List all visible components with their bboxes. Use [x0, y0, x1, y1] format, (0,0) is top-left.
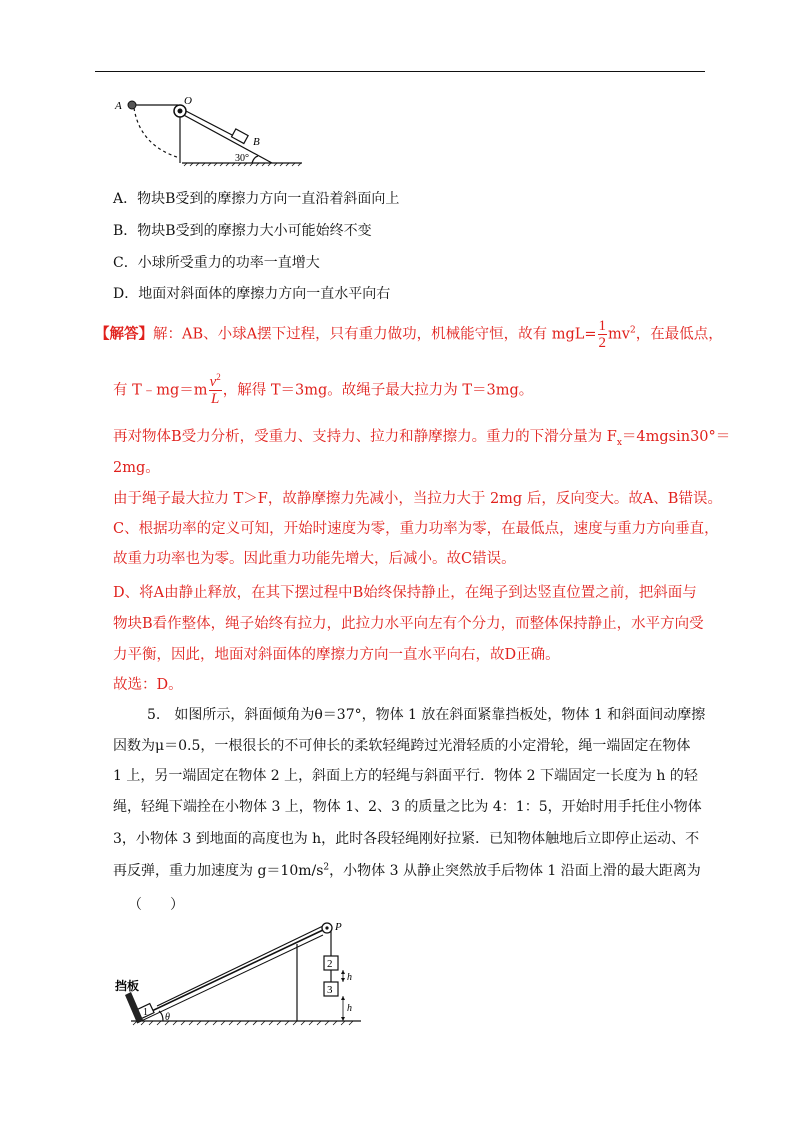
label-o: O: [184, 96, 192, 107]
answer-line-4: 2mg。: [113, 460, 160, 476]
question5-line-6: [113, 861, 701, 881]
label-h-upper: h: [347, 972, 352, 983]
header-rule: [95, 71, 705, 72]
arrowhead-3: [341, 996, 345, 1000]
label-baffle: 挡板: [115, 979, 140, 993]
incline-bottom: [137, 935, 323, 1023]
label-2: 2: [327, 958, 333, 970]
question5-sup: 2: [323, 862, 330, 873]
answer-line-1: [95, 318, 723, 351]
answer-text-2a: 有 T﹣mg＝m: [113, 382, 208, 399]
answer-line-10: 力平衡，因此，地面对斜面体的摩擦力方向一直水平向右，故D正确。: [113, 647, 560, 663]
option-d: D．地面对斜面体的摩擦力方向一直水平向右: [113, 286, 391, 302]
question5-line-1: 5. 如图所示，斜面倾角为θ＝37°，物体 1 放在斜面紧靠挡板处，物体 1 和斜面间动摩擦: [147, 707, 706, 723]
answer-line-7: 故重力功率也为零。因此重力功能先增大，后减小。故C错误。: [113, 551, 516, 567]
answer-line-11: 故选：D。: [113, 677, 183, 693]
question5-line-2: 因数为μ＝0.5，一根很长的不可伸长的柔软轻绳跨过光滑轻质的小定滑轮，绳一端固定在物体: [113, 738, 691, 754]
answer-text-1b: mv: [608, 326, 630, 343]
fraction-v-sup: 2: [216, 372, 221, 382]
option-b: B．物块B受到的摩擦力大小可能始终不变: [113, 223, 372, 239]
answer-text-2b: ，解得 T＝3mg。故绳子最大拉力为 T＝3mg。: [222, 382, 534, 399]
angle-arc: [252, 156, 258, 163]
label-p: P: [335, 921, 342, 933]
question5-line-5: 3，小物体 3 到地面的高度也为 h，此时各段轻绳刚好拉紧．已知物体触地后立即停止运动、不: [113, 831, 700, 847]
swing-path-dashed: [134, 108, 180, 158]
block-b: [232, 129, 249, 144]
answer-text-1a: 解：AB、小球A摆下过程，只有重力做功，机械能守恒，故有 mgL=: [153, 326, 597, 343]
rope-to-block: [184, 110, 234, 136]
fraction-l: L: [210, 391, 220, 407]
ball-a: [128, 101, 136, 109]
label-b: B: [253, 136, 260, 148]
answer-line-2: [113, 374, 533, 407]
answer-text-3b: ＝4mgsin30°＝: [621, 429, 731, 445]
answer-tag: 【解答】: [95, 325, 153, 343]
label-theta: θ: [165, 1012, 170, 1023]
answer-text-1c: ，在最低点，: [635, 326, 723, 343]
figure-incline-pendulum: [112, 96, 312, 172]
fraction-v: v: [209, 374, 217, 390]
rope-incline: [157, 926, 323, 1006]
question5-text-6a: 再反弹，重力加速度为 g＝10m/s: [113, 863, 324, 879]
arrowhead-1: [341, 970, 345, 974]
figure-incline-pulley: [113, 918, 363, 1030]
option-a: A．物块B受到的摩擦力方向一直沿着斜面向上: [113, 191, 400, 207]
answer-line-3: [113, 427, 730, 447]
label-1: 1: [143, 1007, 148, 1018]
question5-text-6b: ，小物体 3 从静止突然放手后物体 1 沿面上滑的最大距离为: [329, 863, 701, 879]
label-a: A: [115, 100, 122, 112]
question5-line-4: 绳，轻绳下端拴在小物体 3 上，物体 1、2、3 的质量之比为 4：1：5，开始时用手托住小物体: [113, 799, 702, 815]
pulley-axle: [325, 926, 328, 929]
answer-line-9: 物块B看作整体，绳子始终有拉力，此拉力水平向左有个分力，而整体保持静止，水平方向受: [113, 616, 704, 632]
incline-top: [137, 930, 323, 1018]
answer-sub-x: x: [616, 437, 622, 448]
answer-text-3a: 再对物体B受力分析，受重力、支持力、拉力和静摩擦力。重力的下滑分量为 F: [113, 429, 617, 445]
answer-line-8: D、将A由静止释放，在其下摆过程中B始终保持静止，在绳子到达竖直位置之前，把斜面与: [113, 585, 697, 601]
option-c: C．小球所受重力的功率一直增大: [113, 255, 320, 271]
arrowhead-2: [341, 978, 345, 982]
pulley-axle: [178, 109, 183, 114]
label-h-lower: h: [347, 1003, 352, 1014]
question5-line-7: （ ）: [128, 897, 184, 913]
question5-line-3: 1 上，另一端固定在物体 2 上，斜面上方的轻绳与斜面平行．物体 2 下端固定一长度为 h 的轻: [113, 768, 698, 784]
answer-sup-1: 2: [629, 325, 636, 336]
fraction-denominator: 2: [598, 335, 607, 351]
label-angle: 30°: [235, 153, 249, 164]
answer-line-6: C、根据功率的定义可知，开始时速度为零，重力功率为零，在最低点，速度与重力方向垂直，: [113, 521, 719, 537]
fraction-numerator: 1: [598, 318, 607, 334]
fraction-one-half: [598, 318, 608, 351]
answer-line-5: 由于绳子最大拉力 T＞F，故静摩擦力先减小，当拉力大于 2mg 后，反向变大。故A、B错误。: [113, 491, 722, 507]
label-3: 3: [327, 984, 333, 996]
fraction-v2-over-l: [209, 374, 222, 407]
